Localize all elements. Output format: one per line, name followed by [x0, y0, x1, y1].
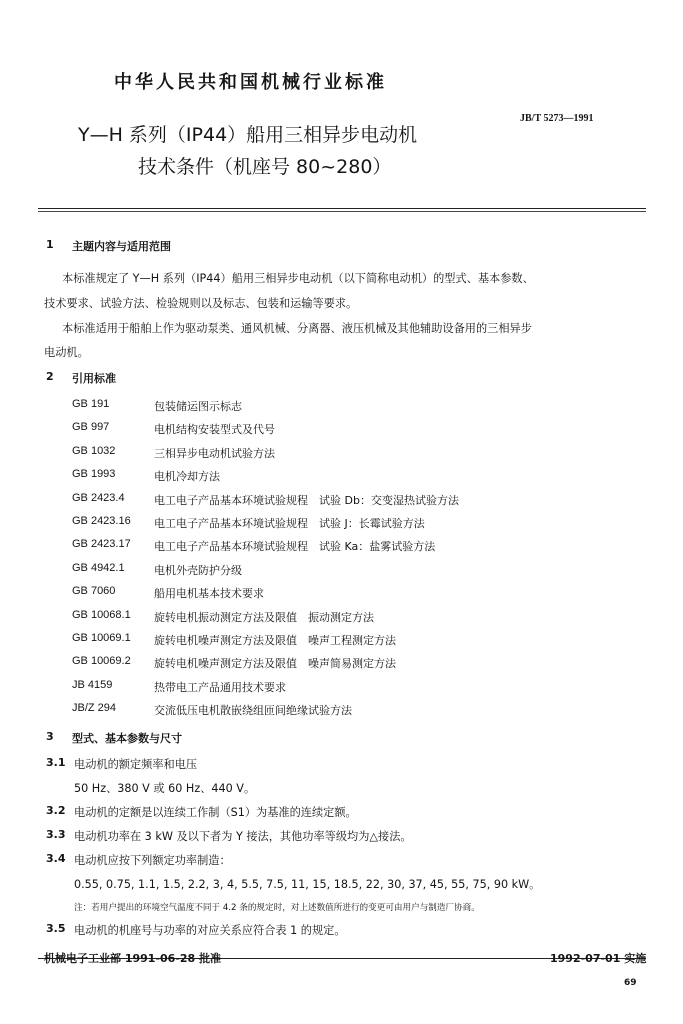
- ref-standard-code: GB 997: [72, 421, 110, 433]
- page-number: 69: [624, 978, 637, 988]
- clause-3-1-values: 50 Hz、380 V 或 60 Hz、440 V。: [74, 782, 256, 795]
- clause-3-4-values: 0.55, 0.75, 1.1, 1.5, 2.2, 3, 4, 5.5, 7.5, 11, 15, 18.5, 22, 30, 37, 45, 55, 75, 90 kW。: [74, 878, 541, 891]
- section-1-title: 主题内容与适用范围: [72, 240, 171, 253]
- clause-3-4-number: 3.4: [46, 852, 66, 865]
- ref-standard-code: GB 2423.4: [72, 492, 125, 504]
- ref-standard-code: GB 10068.1: [72, 609, 131, 621]
- ref-standard-code: GB 2423.17: [72, 538, 131, 550]
- effective-date-line: 1992-07-01 实施: [550, 952, 647, 965]
- clause-3-1-text: 电动机的额定频率和电压: [74, 758, 198, 771]
- document-title-line1: Y—H 系列（IP44）船用三相异步电动机: [78, 124, 418, 146]
- clause-3-4-note: 注：若用户提出的环境空气温度不同于 4.2 条的规定时，对上述数值所进行的变更可由用户与制造厂协商。: [74, 903, 480, 913]
- clause-3-3-text: 电动机功率在 3 kW 及以下者为 Y 接法，其他功率等级均为△接法。: [74, 830, 412, 843]
- clause-3-5-number: 3.5: [46, 922, 66, 935]
- clause-3-2-text: 电动机的定额是以连续工作制（S1）为基准的连续定额。: [74, 806, 357, 819]
- clause-3-4-text: 电动机应按下列额定功率制造：: [74, 854, 231, 867]
- section-1-number: 1: [46, 238, 54, 251]
- standard-code: JB/T 5273—1991: [520, 113, 594, 124]
- ref-standard-code: JB 4159: [72, 679, 113, 691]
- ref-standard-title: 热带电工产品通用技术要求: [154, 681, 286, 694]
- ref-standard-title: 电工电子产品基本环境试验规程 试验 J：长霉试验方法: [154, 517, 425, 530]
- clause-3-2-number: 3.2: [46, 804, 66, 817]
- ref-standard-title: 交流低压电机散嵌绕组匝间绝缘试验方法: [154, 704, 352, 717]
- ref-standard-title: 电工电子产品基本环境试验规程 试验 Ka：盐雾试验方法: [154, 540, 436, 553]
- clause-3-5-text: 电动机的机座号与功率的对应关系应符合表 1 的规定。: [74, 924, 346, 937]
- ref-standard-title: 三相异步电动机试验方法: [154, 447, 275, 460]
- section-1-para1-line2: 技术要求、试验方法、检验规则以及标志、包装和运输等要求。: [44, 297, 358, 310]
- header-rule-secondary: [38, 211, 646, 212]
- clause-3-1-number: 3.1: [46, 756, 66, 769]
- ref-standard-code: GB 1993: [72, 468, 116, 480]
- section-2-title: 引用标准: [72, 372, 116, 385]
- section-2-number: 2: [46, 370, 54, 383]
- ref-standard-title: 旋转电机噪声测定方法及限值 噪声简易测定方法: [154, 657, 396, 670]
- section-1-para1-line1: 本标准规定了 Y—H 系列（IP44）船用三相异步电动机（以下简称电动机）的型式、基本参数、: [62, 272, 534, 285]
- standard-org-title: 中华人民共和国机械行业标准: [114, 72, 387, 93]
- ref-standard-code: GB 10069.1: [72, 632, 131, 644]
- ref-standard-code: GB 191: [72, 398, 110, 410]
- header-rule: [38, 208, 646, 209]
- ref-standard-title: 旋转电机振动测定方法及限值 振动测定方法: [154, 611, 374, 624]
- section-3-number: 3: [46, 730, 54, 743]
- ref-standard-title: 旋转电机噪声测定方法及限值 噪声工程测定方法: [154, 634, 396, 647]
- ref-standard-code: GB 2423.16: [72, 515, 131, 527]
- ref-standard-title: 电机冷却方法: [154, 470, 220, 483]
- section-1-para2-line1: 本标准适用于船舶上作为驱动泵类、通风机械、分离器、液压机械及其他辅助设备用的三相异步: [62, 322, 532, 335]
- ref-standard-code: GB 7060: [72, 585, 116, 597]
- ref-standard-code: JB/Z 294: [72, 702, 117, 714]
- ref-standard-code: GB 1032: [72, 445, 116, 457]
- ref-standard-title: 电机结构安装型式及代号: [154, 423, 275, 436]
- ref-standard-title: 包装储运图示标志: [154, 400, 242, 413]
- section-1-para2-line2: 电动机。: [44, 346, 89, 359]
- ref-standard-title: 电机外壳防护分级: [154, 564, 242, 577]
- approval-line: 机械电子工业部 1991-06-28 批准: [44, 952, 222, 965]
- ref-standard-title: 电工电子产品基本环境试验规程 试验 Db：交变湿热试验方法: [154, 494, 459, 507]
- clause-3-3-number: 3.3: [46, 828, 66, 841]
- ref-standard-title: 船用电机基本技术要求: [154, 587, 264, 600]
- section-3-title: 型式、基本参数与尺寸: [72, 732, 182, 745]
- ref-standard-code: GB 4942.1: [72, 562, 125, 574]
- ref-standard-code: GB 10069.2: [72, 655, 131, 667]
- document-title-line2: 技术条件（机座号 80~280）: [138, 156, 392, 178]
